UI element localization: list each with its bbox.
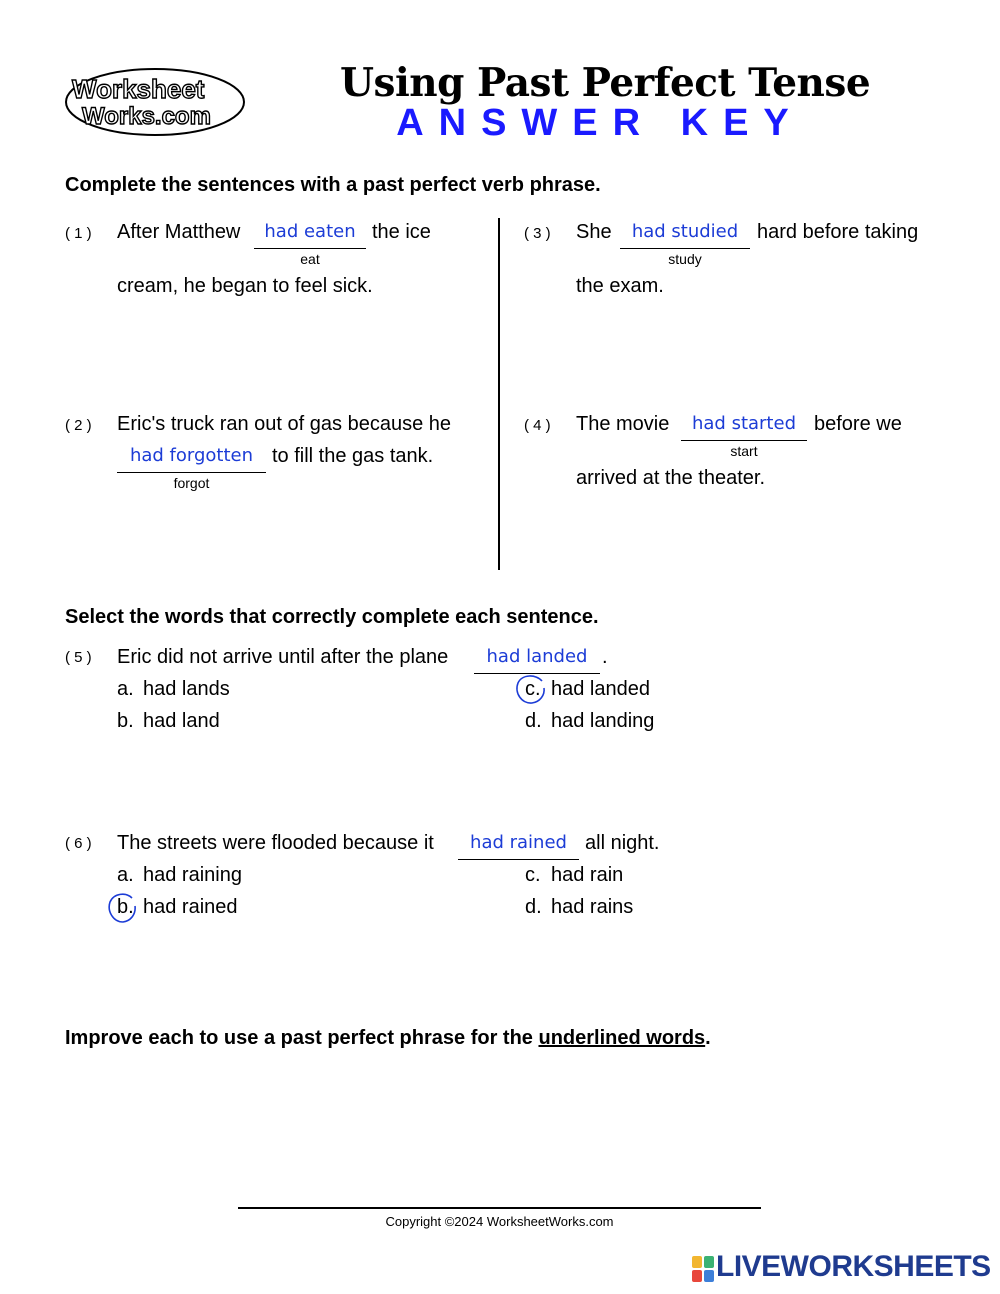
q3-text-after: hard before taking [757, 221, 919, 243]
q5-option-d-text[interactable]: had landing [551, 710, 655, 732]
q3-text-before: She [576, 221, 612, 243]
q1-hint: eat [300, 251, 320, 267]
q3-number: ( 3 ) [524, 225, 551, 242]
q3-answer: had studied [631, 221, 739, 242]
q2-hint: forgot [173, 475, 210, 491]
q2-text-line1: Eric's truck ran out of gas because he [117, 413, 451, 435]
q1-number: ( 1 ) [65, 225, 92, 242]
q4-number: ( 4 ) [524, 417, 551, 434]
q6-option-d-letter[interactable]: d. [525, 896, 542, 918]
section3-instruction-text: Improve each to use a past perfect phrase for the [65, 1027, 533, 1049]
q2-number: ( 2 ) [65, 417, 92, 434]
q1-text-after: the ice [372, 221, 431, 243]
copyright-text: Copyright ©2024 WorksheetWorks.com [385, 1214, 614, 1229]
q6-option-c-text[interactable]: had rain [551, 864, 624, 886]
q6-text-before: The streets were flooded because it [117, 832, 434, 854]
column-divider [498, 218, 500, 570]
q5-option-a-letter[interactable]: a. [117, 678, 134, 700]
q6-number: ( 6 ) [65, 835, 92, 852]
answer-key-label: ANSWER KEY [396, 102, 804, 144]
page-title: Using Past Perfect Tense [340, 60, 871, 106]
footer-divider [238, 1207, 761, 1209]
q6-option-b-text[interactable]: had rained [143, 896, 238, 918]
q6-option-a-letter[interactable]: a. [117, 864, 134, 886]
logo-text-1: Worksheet [72, 74, 205, 104]
worksheetworks-logo [64, 66, 246, 138]
section3-underlined-words: underlined words [538, 1027, 706, 1049]
q6-answer: had rained [470, 832, 567, 853]
q1-text-line2: cream, he began to feel sick. [117, 275, 373, 297]
q5-option-b-letter[interactable]: b. [117, 710, 134, 732]
q4-text-line2: arrived at the theater. [576, 467, 766, 489]
q5-option-a-text[interactable]: had lands [143, 678, 230, 700]
q2-text-after: to fill the gas tank. [272, 445, 434, 467]
q6-option-a-text[interactable]: had raining [143, 864, 242, 886]
q3-text-line2: the exam. [576, 275, 664, 297]
q6-option-d-text[interactable]: had rains [551, 896, 634, 918]
q4-hint: start [730, 443, 758, 459]
liveworksheets-logo-icon [692, 1256, 714, 1282]
q1-text-before: After Matthew [117, 221, 241, 243]
q3-hint: study [668, 251, 702, 267]
section3-instruction [65, 1027, 711, 1050]
q5-number: ( 5 ) [65, 649, 92, 666]
q5-answer: had landed [486, 646, 588, 667]
q5-option-c-letter[interactable]: c. [525, 678, 541, 700]
q4-answer: had started [691, 413, 796, 434]
q6-text-after: all night. [585, 832, 660, 854]
q5-option-b-text[interactable]: had land [143, 710, 220, 732]
q6-option-b-letter[interactable]: b. [117, 896, 134, 918]
q5-answer-circle [514, 673, 548, 707]
q1-answer: had eaten [264, 221, 356, 242]
q2-answer: had forgotten [129, 445, 254, 466]
q4-text-before: The movie [576, 413, 670, 435]
q5-text-before: Eric did not arrive until after the plane [117, 646, 449, 668]
section3-instruction-end: . [705, 1027, 711, 1049]
logo-text-2: Works.com [82, 103, 211, 130]
q4-text-after: before we [814, 413, 902, 435]
q5-option-d-letter[interactable]: d. [525, 710, 542, 732]
section2-instruction: Select the words that correctly complete each sentence. [65, 606, 599, 628]
section1-instruction: Complete the sentences with a past perfect verb phrase. [65, 174, 601, 196]
q5-text-after: . [602, 646, 608, 668]
q5-option-c-text[interactable]: had landed [551, 678, 650, 700]
q6-answer-circle [106, 891, 140, 925]
q6-option-c-letter[interactable]: c. [525, 864, 541, 886]
liveworksheets-brand[interactable]: LIVEWORKSHEETS [716, 1250, 991, 1283]
